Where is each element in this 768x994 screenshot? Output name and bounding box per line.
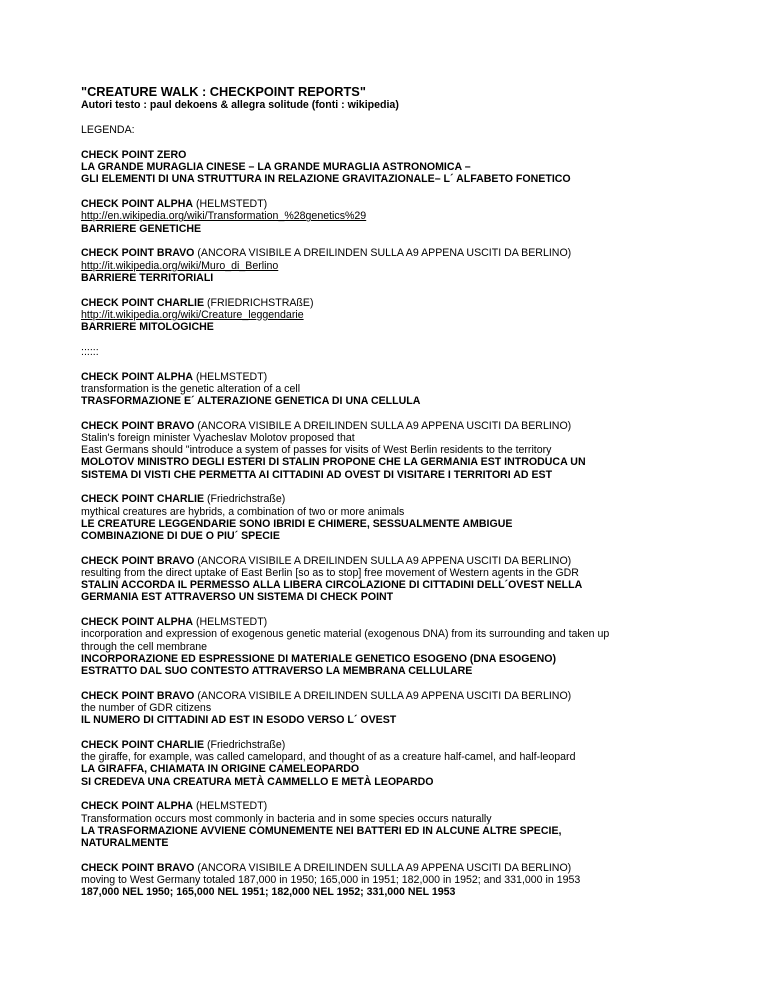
checkpoint-name: CHECK POINT BRAVO xyxy=(81,861,195,874)
checkpoint-heading xyxy=(81,297,721,309)
report-block xyxy=(81,420,721,481)
italian-line: LA GRANDE MURAGLIA CINESE – LA GRANDE MURAGLIA ASTRONOMICA – xyxy=(81,161,471,174)
english-line: Stalin's foreign minister Vyacheslav Molotov proposed that xyxy=(81,432,355,445)
document-authors: Autori testo : paul dekoens & allegra solitude (fonti : wikipedia) xyxy=(81,99,399,111)
source-link-line xyxy=(81,309,721,321)
checkpoint-location: (HELMSTEDT) xyxy=(193,800,268,813)
english-line: East Germans should "introduce a system of passes for visits of West Berlin residents to the territory xyxy=(81,444,552,457)
checkpoint-name: CHECK POINT BRAVO xyxy=(81,689,195,702)
source-link-line xyxy=(81,210,721,222)
checkpoint-heading xyxy=(81,862,721,874)
italian-line: ESTRATTO DAL SUO CONTESTO ATTRAVERSO LA MEMBRANA CELLULARE xyxy=(81,665,473,678)
checkpoint-location: (Friedrichstraße) xyxy=(204,493,286,506)
source-link[interactable]: http://en.wikipedia.org/wiki/Transformation_%28genetics%29 xyxy=(81,210,367,223)
checkpoint-heading xyxy=(81,616,721,628)
report-block xyxy=(81,616,721,677)
checkpoint-name: CHECK POINT CHARLIE xyxy=(81,296,205,309)
checkpoint-heading xyxy=(81,800,721,812)
english-line: Transformation occurs most commonly in bacteria and in some species occurs naturally xyxy=(81,812,492,825)
checkpoint-name: CHECK POINT ALPHA xyxy=(81,370,194,383)
checkpoint-name: CHECK POINT CHARLIE xyxy=(81,493,205,506)
document-title: "CREATURE WALK : CHECKPOINT REPORTS" xyxy=(81,84,366,99)
document-body xyxy=(81,85,721,911)
italian-line: COMBINAZIONE DI DUE O PIU´ SPECIE xyxy=(81,530,280,543)
report-block xyxy=(81,739,721,788)
italian-line: MOLOTOV MINISTRO DEGLI ESTERI DI STALIN PROPONE CHE LA GERMANIA EST INTRODUCA UN xyxy=(81,456,586,469)
checkpoint-location: (FRIEDRICHSTRAßE) xyxy=(204,296,314,309)
italian-line: SI CREDEVA UNA CREATURA METÀ CAMMELLO E METÀ LEOPARDO xyxy=(81,775,434,788)
source-link[interactable]: http://it.wikipedia.org/wiki/Creature_leggendarie xyxy=(81,308,304,321)
report-block xyxy=(81,493,721,542)
checkpoint-heading xyxy=(81,198,721,210)
checkpoint-location: (HELMSTEDT) xyxy=(193,616,268,629)
checkpoint-location: (ANCORA VISIBILE A DREILINDEN SULLA A9 APPENA USCITI DA BERLINO) xyxy=(194,247,572,260)
legend-block xyxy=(81,149,721,186)
checkpoint-name: CHECK POINT CHARLIE xyxy=(81,739,205,752)
italian-line: TRASFORMAZIONE E´ ALTERAZIONE GENETICA DI UNA CELLULA xyxy=(81,395,421,408)
italian-line: BARRIERE GENETICHE xyxy=(81,222,202,235)
report-block xyxy=(81,690,721,727)
report-block xyxy=(81,371,721,408)
italian-line: GERMANIA EST ATTRAVERSO UN SISTEMA DI CHECK POINT xyxy=(81,591,394,604)
checkpoint-heading xyxy=(81,493,721,505)
italian-line: NATURALMENTE xyxy=(81,837,169,850)
english-line: incorporation and expression of exogenous genetic material (exogenous DNA) from its surrounding and taken up xyxy=(81,628,610,641)
english-line: moving to West Germany totaled 187,000 in 1950; 165,000 in 1951; 182,000 in 1952; and 331,000 in 1953 xyxy=(81,874,581,887)
checkpoint-heading xyxy=(81,247,721,259)
checkpoint-location: (HELMSTEDT) xyxy=(193,198,268,211)
checkpoint-heading xyxy=(81,690,721,702)
english-line: the number of GDR citizens xyxy=(81,702,212,715)
reports-section xyxy=(81,371,721,899)
legend-block xyxy=(81,247,721,284)
source-link[interactable]: http://it.wikipedia.org/wiki/Muro_di_Berlino xyxy=(81,259,279,272)
checkpoint-location: (ANCORA VISIBILE A DREILINDEN SULLA A9 APPENA USCITI DA BERLINO) xyxy=(194,419,572,432)
english-line: through the cell membrane xyxy=(81,640,208,653)
legend-section xyxy=(81,149,721,333)
legend-label: LEGENDA: xyxy=(81,124,135,137)
english-line: resulting from the direct uptake of East Berlin [so as to stop] free movement of Western agents in the GDR xyxy=(81,567,579,580)
italian-line: SISTEMA DI VISTI CHE PERMETTA AI CITTADINI AD OVEST DI VISITARE I TERRITORI AD EST xyxy=(81,468,553,481)
checkpoint-heading xyxy=(81,149,721,161)
italian-line: INCORPORAZIONE ED ESPRESSIONE DI MATERIALE GENETICO ESOGENO (DNA ESOGENO) xyxy=(81,652,557,665)
checkpoint-heading xyxy=(81,371,721,383)
english-line: the giraffe, for example, was called camelopard, and thought of as a creature half-camel, and half-leopard xyxy=(81,751,576,764)
italian-line: LE CREATURE LEGGENDARIE SONO IBRIDI E CHIMERE, SESSUALMENTE AMBIGUE xyxy=(81,517,513,530)
italian-line: IL NUMERO DI CITTADINI AD EST IN ESODO VERSO L´ OVEST xyxy=(81,714,397,727)
checkpoint-name: CHECK POINT BRAVO xyxy=(81,247,195,260)
report-block xyxy=(81,800,721,849)
checkpoint-heading xyxy=(81,555,721,567)
italian-line: 187,000 NEL 1950; 165,000 NEL 1951; 182,000 NEL 1952; 331,000 NEL 1953 xyxy=(81,886,456,899)
separator: :::::: xyxy=(81,345,99,358)
italian-line: LA GIRAFFA, CHIAMATA IN ORIGINE CAMELEOPARDO xyxy=(81,763,360,776)
italian-line: BARRIERE MITOLOGICHE xyxy=(81,321,214,334)
checkpoint-name: CHECK POINT BRAVO xyxy=(81,554,195,567)
english-line: mythical creatures are hybrids, a combination of two or more animals xyxy=(81,505,405,518)
checkpoint-name: CHECK POINT ALPHA xyxy=(81,616,194,629)
legend-block xyxy=(81,297,721,334)
checkpoint-name: CHECK POINT ZERO xyxy=(81,149,187,161)
italian-line: LA TRASFORMAZIONE AVVIENE COMUNEMENTE NEI BATTERI ED IN ALCUNE ALTRE SPECIE, xyxy=(81,824,562,837)
italian-line: GLI ELEMENTI DI UNA STRUTTURA IN RELAZIONE GRAVITAZIONALE– L´ ALFABETO FONETICO xyxy=(81,173,571,186)
checkpoint-location: (ANCORA VISIBILE A DREILINDEN SULLA A9 APPENA USCITI DA BERLINO) xyxy=(194,554,572,567)
checkpoint-heading xyxy=(81,420,721,432)
report-block xyxy=(81,555,721,604)
spacer xyxy=(81,111,721,124)
english-line: transformation is the genetic alteration of a cell xyxy=(81,382,301,395)
checkpoint-name: CHECK POINT ALPHA xyxy=(81,800,194,813)
checkpoint-name: CHECK POINT ALPHA xyxy=(81,198,194,211)
source-link-line xyxy=(81,260,721,272)
checkpoint-location: (ANCORA VISIBILE A DREILINDEN SULLA A9 APPENA USCITI DA BERLINO) xyxy=(194,861,572,874)
checkpoint-name: CHECK POINT BRAVO xyxy=(81,419,195,432)
italian-line: STALIN ACCORDA IL PERMESSO ALLA LIBERA CIRCOLAZIONE DI CITTADINI DELL´OVEST NELLA xyxy=(81,579,583,592)
checkpoint-location: (Friedrichstraße) xyxy=(204,739,286,752)
checkpoint-location: (ANCORA VISIBILE A DREILINDEN SULLA A9 APPENA USCITI DA BERLINO) xyxy=(194,689,572,702)
legend-block xyxy=(81,198,721,235)
italian-line: BARRIERE TERRITORIALI xyxy=(81,271,214,284)
checkpoint-location: (HELMSTEDT) xyxy=(193,370,268,383)
report-block xyxy=(81,862,721,899)
checkpoint-heading xyxy=(81,739,721,751)
